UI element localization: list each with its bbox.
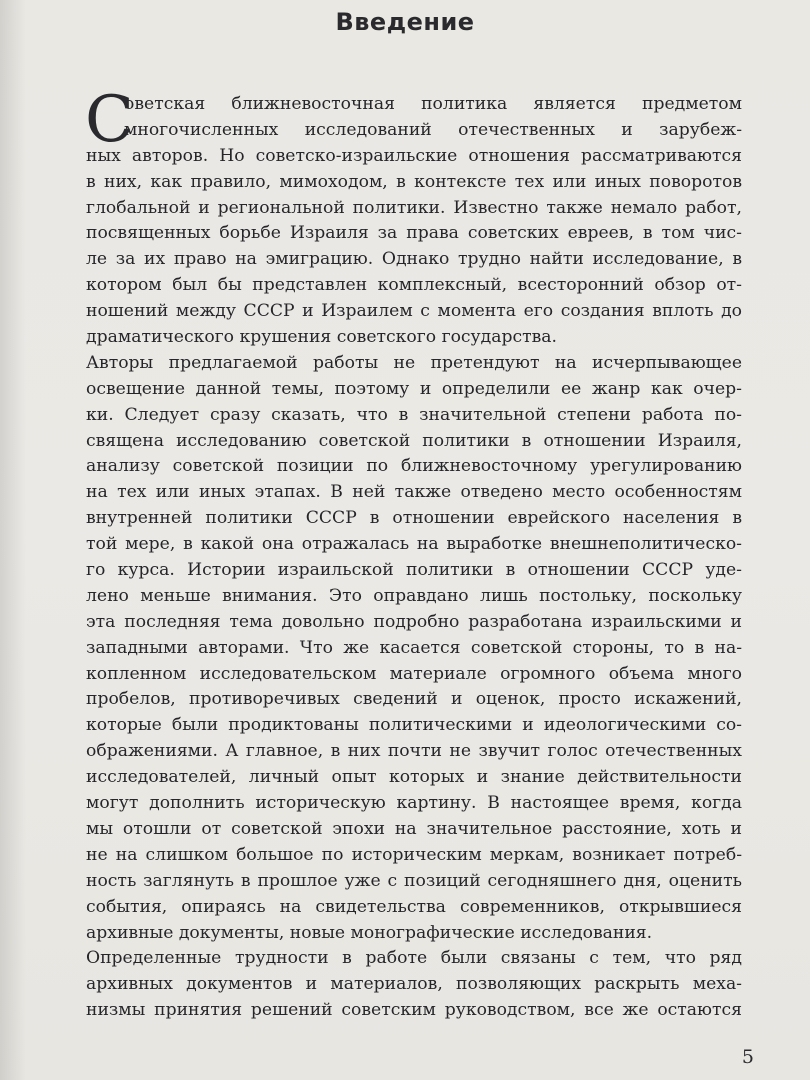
text-line: ле за их право на эмиграцию. Однако трудно найти исследование, в (86, 249, 742, 270)
text-line: оветская ближневосточная политика является предметом (124, 94, 742, 114)
page-title: Введение (335, 8, 475, 36)
text-line: на тех или иных этапах. В ней также отведено место особенностям (86, 482, 742, 503)
text-line: драматического крушения советского государства. (86, 327, 558, 348)
text-line: той мере, в какой она отражалась на выработке внешнеполитическо- (86, 534, 742, 555)
text-line: анализу советской позиции по ближневосточному урегулированию (86, 456, 742, 477)
text-line: глобальной и региональной политики. Известно также немало работ, (86, 197, 742, 218)
text-line: ки. Следует сразу сказать, что в значительной степени работа по- (86, 404, 742, 425)
page-number: 5 (741, 1046, 754, 1068)
text-line: внутренней политики СССР в отношении еврейского населения в (86, 508, 742, 529)
text-line: копленном исследовательском материале огромного объема много (86, 663, 742, 684)
text-line: ность заглянуть в прошлое уже с позиций сегодняшнего дня, оценить (86, 870, 742, 891)
text-line: архивные документы, новые монографические исследования. (86, 922, 653, 943)
text-lines (85, 83, 742, 1024)
text-line: западными авторами. Что же касается советской стороны, то в на- (86, 637, 742, 658)
text-line: архивных документов и материалов, позволяющих раскрыть меха- (86, 974, 742, 995)
text-line: могут дополнить историческую картину. В настоящее время, когда (86, 793, 742, 814)
body-text (85, 83, 742, 1024)
text-line: эта последняя тема довольно подробно разработана израильскими и (86, 611, 742, 632)
text-line: освещение данной темы, поэтому и определили ее жанр как очер- (86, 378, 742, 399)
text-line: события, опираясь на свидетельства современников, открывшиеся (86, 896, 742, 917)
text-line: низмы принятия решений советским руководством, все же остаются (86, 1000, 742, 1021)
text-line: котором был бы представлен комплексный, всесторонний обзор от- (86, 275, 742, 296)
text-line: мы отошли от советской эпохи на значительное расстояние, хоть и (86, 818, 742, 839)
text-line: ношений между СССР и Израилем с момента его создания вплоть до (86, 301, 742, 322)
text-line: исследователей, личный опыт которых и знание действительности (86, 767, 742, 788)
drop-cap: С (85, 83, 134, 157)
text-line: не на слишком большое по историческим меркам, возникает потреб- (86, 844, 742, 865)
text-line: посвященных борьбе Израиля за права советских евреев, в том чис- (86, 223, 742, 244)
text-line: многочисленных исследований отечественных и зарубеж- (124, 119, 742, 140)
text-line: которые были продиктованы политическими и идеологическими со- (86, 715, 742, 736)
text-line: ных авторов. Но советско-израильские отношения рассматриваются (86, 145, 742, 166)
text-line: ображениями. А главное, в них почти не звучит голос отечественных (86, 741, 742, 762)
text-line: лено меньше внимания. Это оправдано лишь постольку, поскольку (86, 585, 742, 606)
text-line: священа исследованию советской политики в отношении Израиля, (86, 430, 742, 451)
text-line: в них, как правило, мимоходом, в контексте тех или иных поворотов (86, 171, 742, 192)
text-line: пробелов, противоречивых сведений и оценок, просто искажений, (86, 689, 742, 710)
text-line: Авторы предлагаемой работы не претендуют на исчерпывающее (86, 352, 742, 373)
text-line: го курса. Истории израильской политики в отношении СССР уде- (86, 560, 742, 581)
text-line: Определенные трудности в работе были связаны с тем, что ряд (86, 948, 742, 969)
